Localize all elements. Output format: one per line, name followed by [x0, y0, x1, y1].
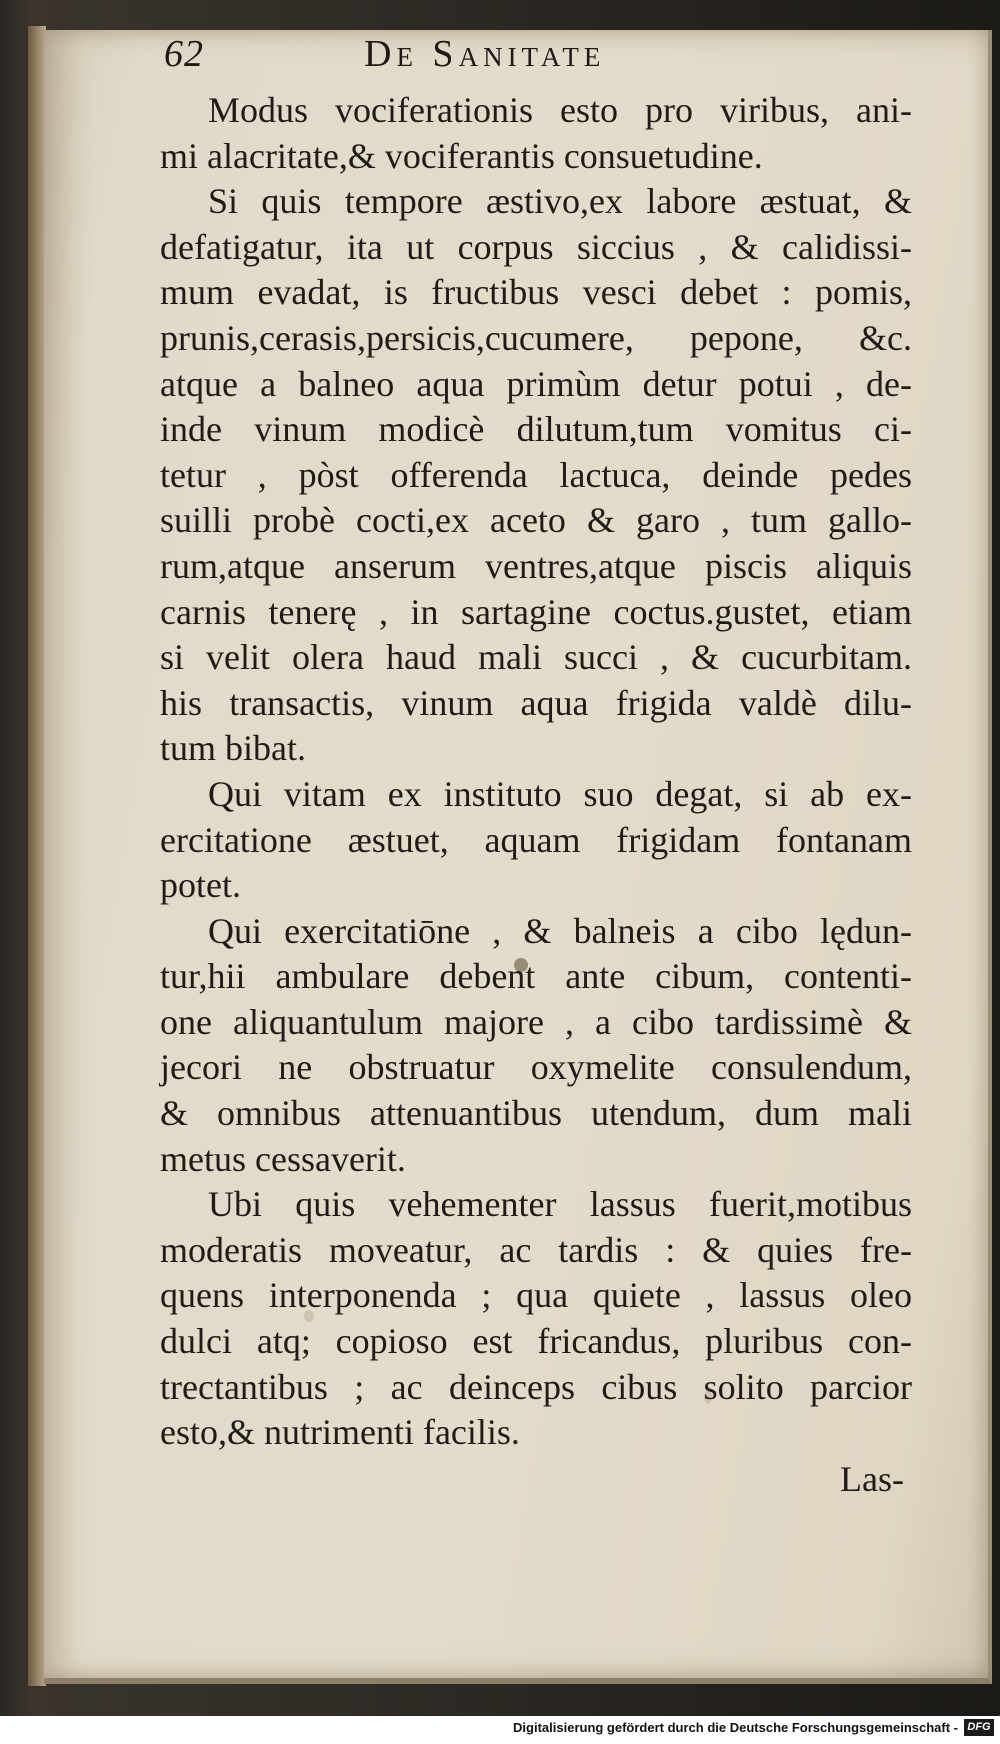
- text-line: Si quis tempore æstivo,ex labore æstuat, &: [208, 181, 912, 222]
- text-line: potet.: [160, 865, 241, 906]
- funding-credit: Digitalisierung gefördert durch die Deutsche Forschungsgemeinschaft -: [513, 1720, 958, 1735]
- text-line: defatigatur, ita ut corpus siccius , & calidissi-: [160, 226, 912, 267]
- text-line: suilli probè cocti,ex aceto & garo , tum gallo-: [160, 500, 912, 541]
- text-line: tum bibat.: [160, 728, 306, 769]
- text-line: mi alacritate,& vociferantis consuetudine.: [160, 135, 763, 176]
- footer-bar: [0, 1716, 1000, 1744]
- text-line: jecori ne obstruatur oxymelite consulendum,: [160, 1047, 912, 1088]
- text-line: ercitatione æstuet, aquam frigidam fontanam: [160, 819, 912, 860]
- paragraph: [160, 179, 912, 772]
- text-line: quens interponenda ; qua quiete , lassus oleo: [160, 1275, 912, 1316]
- paragraph: [160, 772, 912, 909]
- text-line: tur,hii ambulare debent ante cibum, contenti-: [160, 956, 912, 997]
- text-line: si velit olera haud mali succi , & cucurbitam.: [160, 637, 912, 678]
- text-line: Qui exercitatiōne , & balneis a cibo lędun-: [208, 910, 912, 951]
- page-header: [164, 32, 924, 82]
- page-number: 62: [164, 33, 204, 75]
- text-line: Modus vociferationis esto pro viribus, ani-: [208, 90, 912, 130]
- catchword: Las-: [840, 1459, 904, 1499]
- text-line: tetur , pòst offerenda lactuca, deinde pedes: [160, 454, 912, 495]
- text-line: his transactis, vinum aqua frigida valdè dilu-: [160, 682, 912, 723]
- paragraph: [160, 88, 912, 179]
- text-line: & omnibus attenuantibus utendum, dum mali: [160, 1093, 912, 1134]
- text-line: prunis,cerasis,persicis,cucumere, pepone, &c.: [160, 317, 912, 358]
- text-line: Qui vitam ex instituto suo degat, si ab ex-: [208, 773, 912, 814]
- text-line: moderatis moveatur, ac tardis : & quies fre-: [160, 1229, 912, 1270]
- text-line: metus cessaverit.: [160, 1138, 406, 1179]
- running-title: De Sanitate: [364, 33, 606, 75]
- dfg-logo-icon: DFG: [964, 1719, 994, 1736]
- text-line: esto,& nutrimenti facilis.: [160, 1412, 520, 1453]
- paragraph: [160, 1182, 912, 1456]
- text-line: atque a balneo aqua primùm detur potui , de-: [160, 363, 912, 404]
- text-line: dulci atq; copioso est fricandus, pluribus con-: [160, 1321, 912, 1362]
- body-text: [160, 88, 912, 1456]
- text-line: mum evadat, is fructibus vesci debet : pomis,: [160, 272, 912, 313]
- text-line: carnis tenerę , in sartagine coctus.gustet, etiam: [160, 591, 912, 632]
- text-line: trectantibus ; ac deinceps cibus solito parcior: [160, 1366, 912, 1407]
- paragraph: [160, 909, 912, 1183]
- text-line: Ubi quis vehementer lassus fuerit,motibus: [208, 1184, 912, 1225]
- text-line: inde vinum modicè dilutum,tum vomitus ci-: [160, 409, 912, 450]
- text-line: rum,atque anserum ventres,atque piscis aliquis: [160, 545, 912, 586]
- text-line: one aliquantulum majore , a cibo tardissimè &: [160, 1001, 912, 1042]
